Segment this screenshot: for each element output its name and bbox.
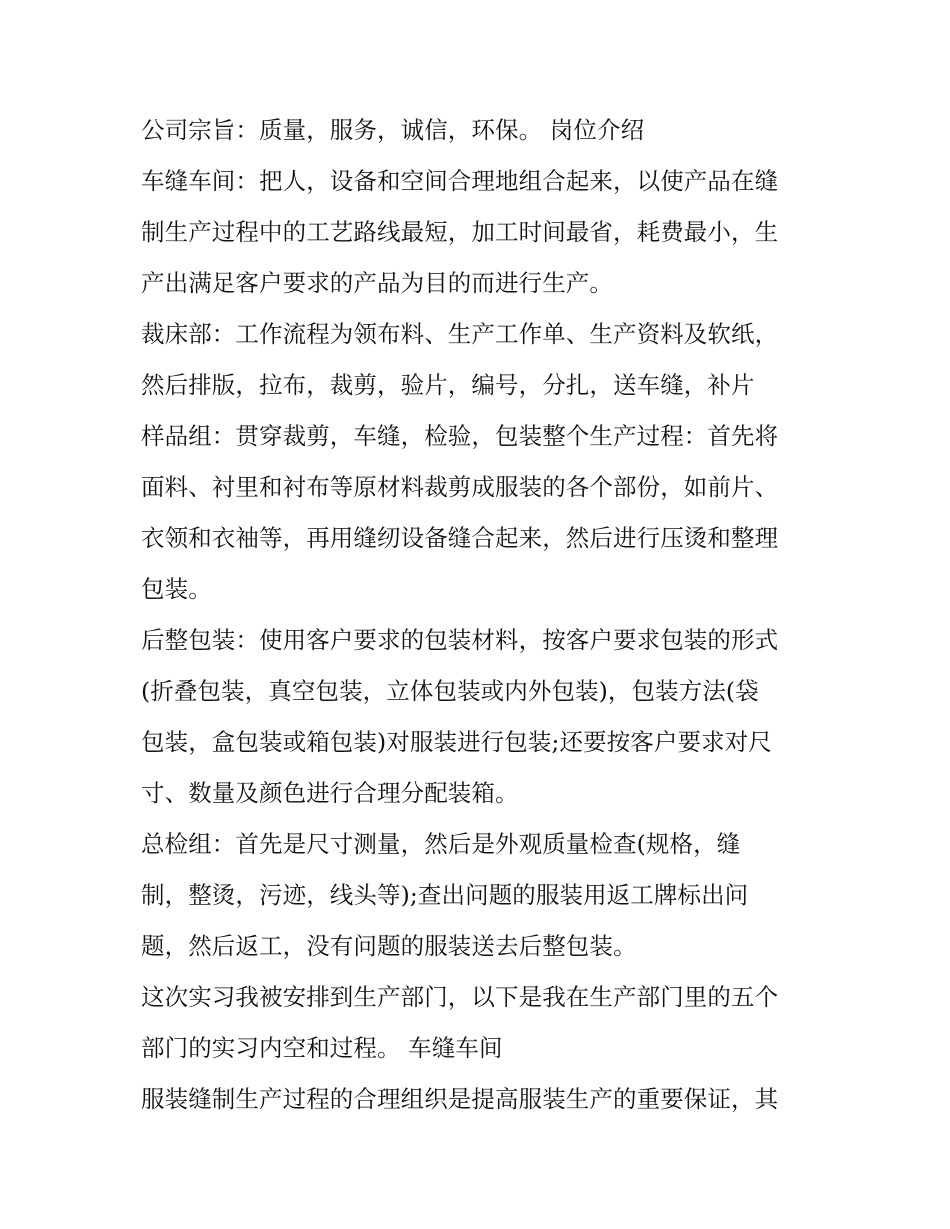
text-line: 寸、数量及颜色进行合理分配装箱。 (141, 779, 519, 807)
text-line: (折叠包装，真空包装，立体包装或内外包装)，包装方法(袋 (141, 677, 759, 705)
text-line: 衣领和衣袖等，再用缝纫设备缝合起来，然后进行压烫和整理 (141, 524, 779, 552)
text-line: 车缝车间：把人，设备和空间合理地组合起来，以使产品在缝 (141, 167, 779, 195)
text-line: 样品组：贯穿裁剪，车缝，检验，包装整个生产过程：首先将 (141, 422, 779, 450)
text-line: 包装。 (141, 575, 212, 603)
text-line: 服装缝制生产过程的合理组织是提高服装生产的重要保证，其 (141, 1085, 779, 1113)
text-line: 面料、衬里和衬布等原材料裁剪成服装的各个部份，如前片、 (141, 473, 779, 501)
text-line: 包装，盒包装或箱包装)对服装进行包装;还要按客户要求对尺 (141, 728, 772, 756)
text-line: 总检组：首先是尺寸测量，然后是外观质量检查(规格，缝 (141, 830, 741, 858)
text-line: 裁床部：工作流程为领布料、生产工作单、生产资料及软纸， (141, 320, 779, 348)
text-line: 制，整烫，污迹，线头等);查出问题的服装用返工牌标出问 (141, 881, 749, 909)
text-line: 题，然后返工，没有问题的服装送去后整包装。 (141, 932, 637, 960)
text-line: 产出满足客户要求的产品为目的而进行生产。 (141, 269, 613, 297)
text-line: 公司宗旨：质量，服务，诚信，环保。 岗位介绍 (141, 116, 645, 144)
text-line: 部门的实习内空和过程。 车缝车间 (141, 1034, 503, 1062)
text-line: 后整包装：使用客户要求的包装材料，按客户要求包装的形式 (141, 626, 779, 654)
text-line: 这次实习我被安排到生产部门，以下是我在生产部门里的五个 (141, 983, 779, 1011)
text-line: 制生产过程中的工艺路线最短，加工时间最省，耗费最小，生 (141, 218, 779, 246)
text-line: 然后排版，拉布，裁剪，验片，编号，分扎，送车缝，补片 (141, 371, 755, 399)
